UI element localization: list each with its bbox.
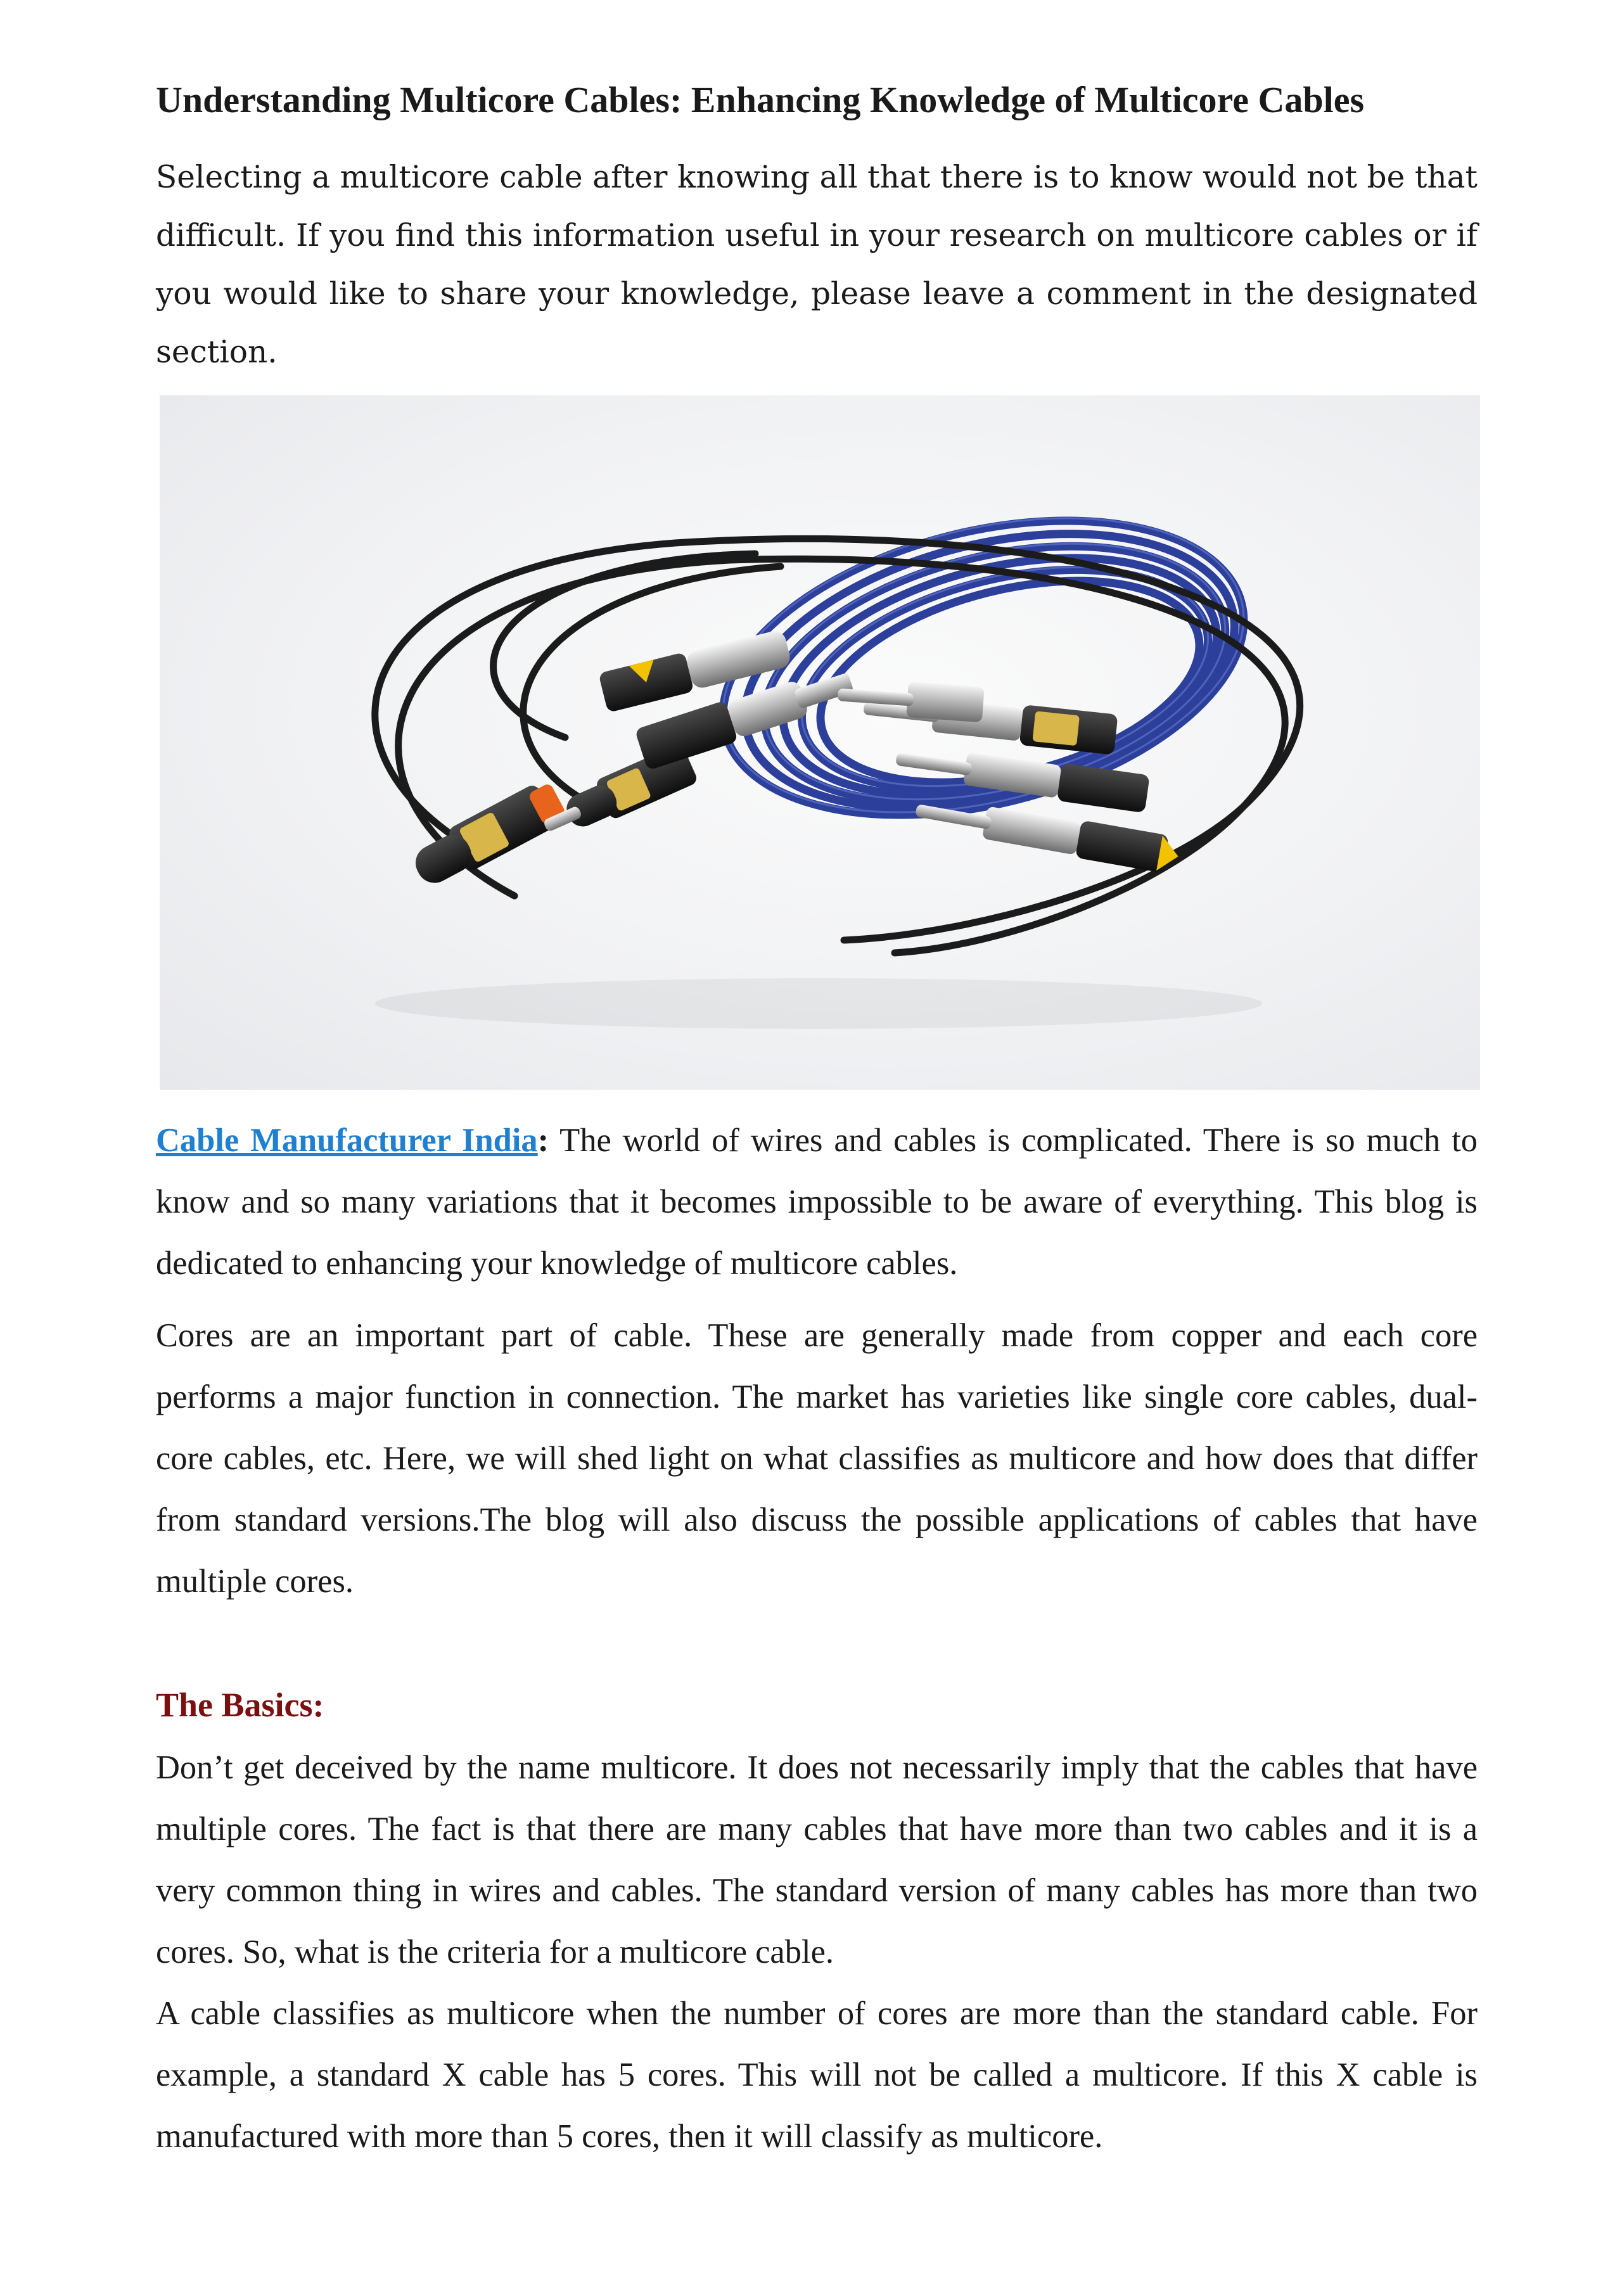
paragraph1-text: The world of wires and cables is complicated. There is so much to know and so many variations that it becomes impossible to be aware of everything. This blog is dedicated to enhancing your knowledge of multicore cables.: [156, 1122, 1478, 1282]
page-title: Understanding Multicore Cables: Enhancing Knowledge of Multicore Cables: [156, 79, 1365, 120]
paragraph-cores: Cores are an important part of cable. These are generally made from copper and each core performs a major function in connection. The market has varieties like single core cables, dual-core cables, etc. Here, we will shed light on what classifies as multicore and how does that differ from standard versions.The blog will also discuss the possible applications of cables that have multiple cores.: [156, 1317, 1478, 1600]
paragraph-multicore-criteria: A cable classifies as multicore when the number of cores are more than the standard cable. For example, a standard X cable has 5 cores. This will not be called a multicore. If this X cable is manufactured with more than 5 cores, then it will classify as multicore.: [156, 1995, 1478, 2155]
cable-illustration: [160, 395, 1480, 1090]
section-heading-basics: The Basics:: [156, 1686, 324, 1724]
cable-manufacturer-link[interactable]: Cable Manufacturer India: [156, 1122, 538, 1159]
paragraph-basics: Don’t get deceived by the name multicore. It does not necessarily imply that the cables that have multiple cores. The fact is that there are many cables that have more than two cables and it is a very common thing in wires and cables. The standard version of many cables has more than two cores. So, what is the criteria for a multicore cable.: [156, 1749, 1478, 1970]
link-colon: :: [537, 1122, 549, 1159]
multicore-cable-photo: [160, 395, 1480, 1090]
left-connectors: [407, 627, 857, 893]
paragraph-cable-manufacturer: [156, 1110, 1478, 1294]
intro-paragraph: Selecting a multicore cable after knowing all that there is to know would not be that difficult. If you find this information useful in your research on multicore cables or if you would like to share your knowledge, please leave a comment in the designated section.: [156, 160, 1478, 370]
